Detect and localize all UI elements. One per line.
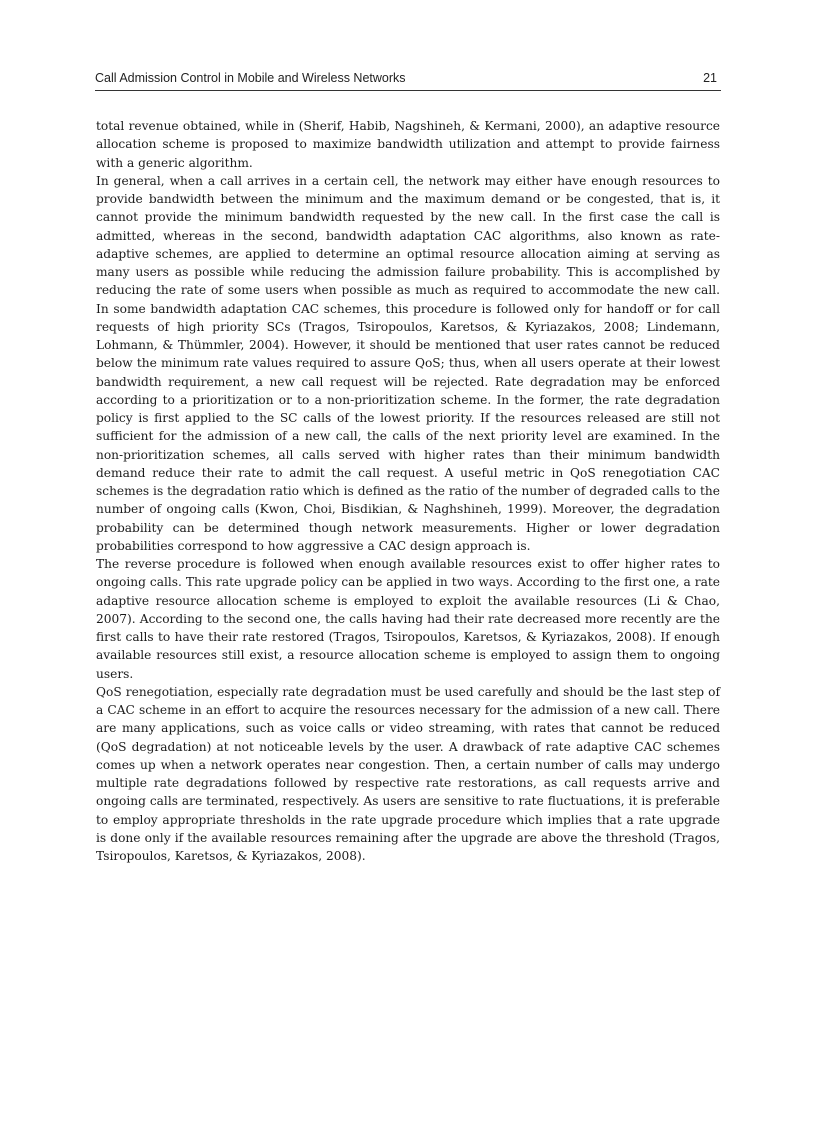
chapter-title: Call Admission Control in Mobile and Wireless Networks <box>95 71 406 85</box>
body-text <box>96 117 720 865</box>
page-number: 21 <box>703 71 717 85</box>
paragraph: In general, when a call arrives in a certain cell, the network may either have enough resources to provide bandwidth between the minimum and the maximum demand or be congested, that is, it cannot provide the minimum bandwidth requested by the new call. In the first case the call is admitted, whereas in the second, bandwidth adaptation CAC algorithms, also known as rate-adaptive schemes, are applied to determine an optimal resource allocation aiming at serving as many users as possible while reducing the admission failure probability. This is accomplished by reducing the rate of some users when possible as much as required to accommodate the new call. In some bandwidth adaptation CAC schemes, this procedure is followed only for handoff or for call requests of high priority SCs (Tragos, Tsiropoulos, Karetsos, & Kyriazakos, 2008; Lindemann, Lohmann, & Thümmler, 2004). However, it should be mentioned that user rates cannot be reduced below the minimum rate values required to assure QoS; thus, when all users operate at their lowest bandwidth requirement, a new call request will be rejected. Rate degradation may be enforced according to a prioritization or to a non-prioritization scheme. In the former, the rate degradation policy is first applied to the SC calls of the lowest priority. If the resources released are still not sufficient for the admission of a new call, the calls of the next priority level are examined. In the non-prioritization schemes, all calls served with higher rates than their minimum bandwidth demand reduce their rate to admit the call request. A useful metric in QoS renegotiation CAC schemes is the degradation ratio which is defined as the ratio of the number of degraded calls to the number of ongoing calls (Kwon, Choi, Bisdikian, & Naghshineh, 1999). Moreover, the degradation probability can be determined though network measurements. Higher or lower degradation probabilities correspond to how aggressive a CAC design approach is. <box>96 173 720 553</box>
paragraph: total revenue obtained, while in (Sherif, Habib, Nagshineh, & Kermani, 2000), an adaptive resource allocation scheme is proposed to maximize bandwidth utilization and attempt to provide fairness with a generic algorithm. <box>96 119 720 170</box>
running-header <box>95 68 721 91</box>
paragraph: QoS renegotiation, especially rate degradation must be used carefully and should be the last step of a CAC scheme in an effort to acquire the resources necessary for the admission of a new call. There are many applications, such as voice calls or video streaming, with rates that cannot be reduced (QoS degradation) at not noticeable levels by the user. A drawback of rate adaptive CAC schemes comes up when a network operates near congestion. Then, a certain number of calls may undergo multiple rate degradations followed by respective rate restorations, as call requests arrive and ongoing calls are terminated, respectively. As users are sensitive to rate fluctuations, it is preferable to employ appropriate thresholds in the rate upgrade procedure which implies that a rate upgrade is done only if the available resources remaining after the upgrade are above the threshold (Tragos, Tsiropoulos, Karetsos, & Kyriazakos, 2008). <box>96 684 720 863</box>
paragraph: The reverse procedure is followed when enough available resources exist to offer higher rates to ongoing calls. This rate upgrade policy can be applied in two ways. According to the first one, a rate adaptive resource allocation scheme is employed to exploit the available resources (Li & Chao, 2007). According to the second one, the calls having had their rate decreased more recently are the first calls to have their rate restored (Tragos, Tsiropoulos, Karetsos, & Kyriazakos, 2008). If enough available resources still exist, a resource allocation scheme is employed to assign them to ongoing users. <box>96 557 720 681</box>
